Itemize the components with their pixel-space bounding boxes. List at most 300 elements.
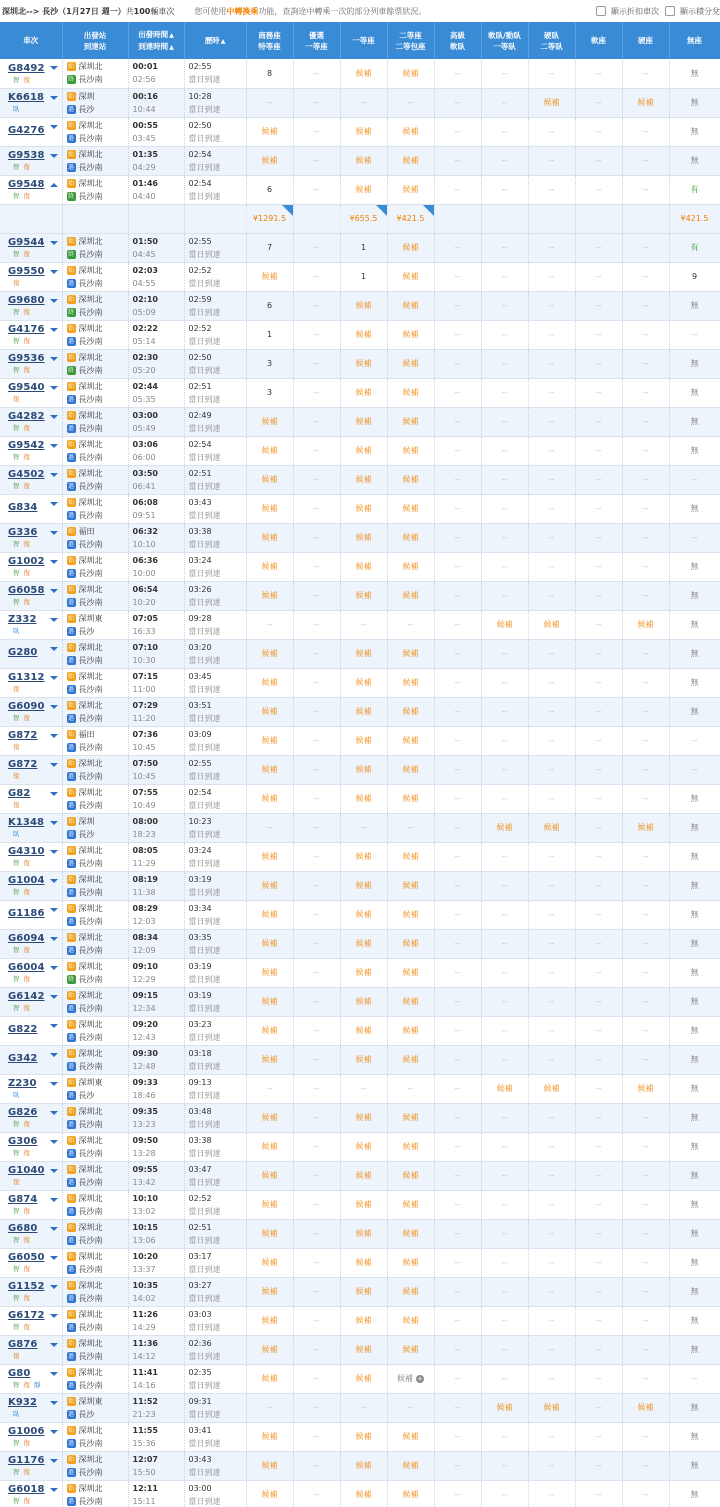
waitlist-link[interactable]: 候補: [261, 736, 278, 745]
waitlist-link[interactable]: 候補: [261, 910, 278, 919]
waitlist-link[interactable]: 候補: [261, 127, 278, 136]
waitlist-link[interactable]: 候補: [261, 1432, 278, 1441]
chevron-down-icon[interactable]: [50, 966, 58, 970]
waitlist-link[interactable]: 候補: [402, 794, 419, 803]
waitlist-link[interactable]: 候補: [261, 1055, 278, 1064]
table-row[interactable]: [0, 1422, 720, 1451]
chevron-down-icon[interactable]: [50, 560, 58, 564]
train-number-link[interactable]: G834: [8, 502, 38, 513]
waitlist-link[interactable]: 候補: [261, 939, 278, 948]
seat-count[interactable]: 6: [266, 301, 273, 310]
waitlist-link[interactable]: 候補: [637, 620, 654, 629]
waitlist-link[interactable]: 候補: [355, 127, 372, 136]
waitlist-link[interactable]: 候補: [402, 881, 419, 890]
waitlist-link[interactable]: 候補: [261, 591, 278, 600]
waitlist-link[interactable]: 候補: [402, 1200, 419, 1209]
table-row[interactable]: [0, 552, 720, 581]
table-row[interactable]: [0, 1451, 720, 1480]
waitlist-link[interactable]: 候補: [355, 1229, 372, 1238]
waitlist-link[interactable]: 候補: [355, 1345, 372, 1354]
waitlist-link[interactable]: 候補: [402, 1142, 419, 1151]
waitlist-link[interactable]: 候補: [355, 881, 372, 890]
train-number-link[interactable]: G1006: [8, 1426, 45, 1437]
train-number-link[interactable]: G6172: [8, 1310, 45, 1321]
waitlist-link[interactable]: 候補: [402, 678, 419, 687]
train-number-link[interactable]: G826: [8, 1107, 38, 1118]
table-row[interactable]: [0, 784, 720, 813]
train-number-link[interactable]: G1176: [8, 1455, 45, 1466]
table-row[interactable]: [0, 1248, 720, 1277]
chevron-down-icon[interactable]: [50, 618, 58, 622]
chevron-down-icon[interactable]: [50, 241, 58, 245]
train-number-link[interactable]: K932: [8, 1397, 38, 1408]
chevron-down-icon[interactable]: [50, 1227, 58, 1231]
table-row[interactable]: [0, 523, 720, 552]
table-row[interactable]: [0, 407, 720, 436]
waitlist-link[interactable]: 候補: [355, 1316, 372, 1325]
waitlist-link[interactable]: 候補: [261, 1490, 278, 1499]
table-row[interactable]: [0, 842, 720, 871]
table-row[interactable]: [0, 697, 720, 726]
chevron-down-icon[interactable]: [50, 1140, 58, 1144]
train-number-link[interactable]: G822: [8, 1024, 38, 1035]
train-number-link[interactable]: G80: [8, 1368, 31, 1379]
waitlist-link[interactable]: 候補: [355, 852, 372, 861]
waitlist-link[interactable]: 候補: [496, 823, 513, 832]
waitlist-link[interactable]: 候補: [355, 1287, 372, 1296]
waitlist-link[interactable]: 候補: [402, 649, 419, 658]
waitlist-link[interactable]: 候補: [402, 1345, 419, 1354]
chevron-down-icon[interactable]: [50, 589, 58, 593]
table-row[interactable]: [0, 1306, 720, 1335]
train-number-link[interactable]: G9540: [8, 382, 45, 393]
table-row[interactable]: [0, 320, 720, 349]
waitlist-link[interactable]: 候補: [261, 1200, 278, 1209]
train-number-link[interactable]: G4282: [8, 411, 45, 422]
table-row[interactable]: [0, 88, 720, 117]
transfer-search-link[interactable]: 中轉換乘: [226, 6, 259, 16]
seat-count[interactable]: 3: [266, 388, 273, 397]
waitlist-link[interactable]: 候補: [261, 1287, 278, 1296]
waitlist-link[interactable]: 候補: [402, 446, 419, 455]
chevron-down-icon[interactable]: [50, 850, 58, 854]
chevron-down-icon[interactable]: [50, 1343, 58, 1347]
waitlist-link[interactable]: 候補: [402, 127, 419, 136]
chevron-down-icon[interactable]: [50, 676, 58, 680]
table-row[interactable]: [0, 639, 720, 668]
chevron-down-icon[interactable]: [50, 792, 58, 796]
waitlist-link[interactable]: 候補: [402, 417, 419, 426]
waitlist-link[interactable]: 候補: [355, 1258, 372, 1267]
chevron-down-icon[interactable]: [50, 821, 58, 825]
train-number-link[interactable]: G6094: [8, 933, 45, 944]
waitlist-link[interactable]: 候補: [637, 1403, 654, 1412]
waitlist-link[interactable]: 候補: [402, 1055, 419, 1064]
table-row[interactable]: [0, 1190, 720, 1219]
train-number-link[interactable]: G1004: [8, 875, 45, 886]
waitlist-link[interactable]: 候補: [355, 678, 372, 687]
waitlist-link[interactable]: 候補: [261, 678, 278, 687]
train-number-link[interactable]: Z332: [8, 614, 37, 625]
show-points-checkbox[interactable]: 顯示積分兌: [665, 6, 720, 17]
chevron-down-icon[interactable]: [50, 1401, 58, 1405]
chevron-down-icon[interactable]: [50, 1488, 58, 1492]
train-number-link[interactable]: G6090: [8, 701, 45, 712]
train-number-link[interactable]: G876: [8, 1339, 38, 1350]
col-duration-sort[interactable]: 歷時▲: [184, 22, 246, 59]
waitlist-link[interactable]: 候補: [261, 1142, 278, 1151]
chevron-down-icon[interactable]: [50, 908, 58, 912]
waitlist-link[interactable]: 候補: [402, 1026, 419, 1035]
waitlist-link[interactable]: 候補 +: [397, 1374, 423, 1383]
train-number-link[interactable]: G6018: [8, 1484, 45, 1495]
train-number-link[interactable]: Z230: [8, 1078, 37, 1089]
train-number-link[interactable]: G9680: [8, 295, 45, 306]
table-row[interactable]: [0, 668, 720, 697]
train-number-link[interactable]: G872: [8, 759, 38, 770]
table-row[interactable]: [0, 1219, 720, 1248]
checkbox-box[interactable]: [596, 6, 606, 16]
chevron-down-icon[interactable]: [50, 1285, 58, 1289]
table-row[interactable]: [0, 59, 720, 88]
seat-count[interactable]: 7: [266, 243, 273, 252]
chevron-down-icon[interactable]: [50, 1372, 58, 1376]
table-row[interactable]: [0, 755, 720, 784]
train-number-link[interactable]: K6618: [8, 92, 45, 103]
seat-count[interactable]: 3: [266, 359, 273, 368]
train-number-link[interactable]: G680: [8, 1223, 38, 1234]
table-row[interactable]: [0, 117, 720, 146]
waitlist-link[interactable]: 候補: [402, 330, 419, 339]
waitlist-link[interactable]: 候補: [355, 562, 372, 571]
waitlist-link[interactable]: 候補: [355, 765, 372, 774]
table-row[interactable]: [0, 900, 720, 929]
chevron-down-icon[interactable]: [50, 444, 58, 448]
waitlist-link[interactable]: 候補: [261, 1026, 278, 1035]
add-icon[interactable]: +: [417, 1375, 423, 1383]
table-row[interactable]: [0, 436, 720, 465]
waitlist-link[interactable]: 候補: [261, 968, 278, 977]
seat-count[interactable]: 1: [360, 243, 367, 252]
chevron-down-icon[interactable]: [50, 937, 58, 941]
chevron-down-icon[interactable]: [50, 705, 58, 709]
train-number-link[interactable]: G280: [8, 647, 38, 658]
chevron-down-icon[interactable]: [50, 502, 58, 506]
table-row[interactable]: [0, 465, 720, 494]
waitlist-link[interactable]: 候補: [261, 156, 278, 165]
waitlist-link[interactable]: 候補: [355, 910, 372, 919]
chevron-down-icon[interactable]: [50, 415, 58, 419]
waitlist-link[interactable]: 候補: [355, 649, 372, 658]
waitlist-link[interactable]: 候補: [355, 533, 372, 542]
chevron-down-icon[interactable]: [50, 1111, 58, 1115]
table-row[interactable]: [0, 494, 720, 523]
table-row[interactable]: [0, 726, 720, 755]
waitlist-link[interactable]: 候補: [402, 997, 419, 1006]
waitlist-link[interactable]: 候補: [355, 1026, 372, 1035]
waitlist-link[interactable]: 候補: [261, 997, 278, 1006]
waitlist-link[interactable]: 候補: [402, 533, 419, 542]
table-row[interactable]: [0, 291, 720, 320]
waitlist-link[interactable]: 候補: [402, 968, 419, 977]
waitlist-link[interactable]: 候補: [261, 765, 278, 774]
waitlist-link[interactable]: 候補: [355, 707, 372, 716]
train-number-link[interactable]: G9550: [8, 266, 45, 277]
train-number-link[interactable]: G9538: [8, 150, 45, 161]
chevron-down-icon[interactable]: [50, 1459, 58, 1463]
train-number-link[interactable]: G9536: [8, 353, 45, 364]
waitlist-link[interactable]: 候補: [261, 1374, 278, 1383]
waitlist-link[interactable]: 候補: [402, 910, 419, 919]
train-number-link[interactable]: K1348: [8, 817, 45, 828]
waitlist-link[interactable]: 候補: [355, 1432, 372, 1441]
table-row[interactable]: [0, 146, 720, 175]
waitlist-link[interactable]: 候補: [355, 1374, 372, 1383]
table-row[interactable]: [0, 1132, 720, 1161]
waitlist-link[interactable]: 候補: [355, 301, 372, 310]
waitlist-link[interactable]: 候補: [402, 185, 419, 194]
train-number-link[interactable]: G6058: [8, 585, 45, 596]
waitlist-link[interactable]: 候補: [261, 1316, 278, 1325]
waitlist-link[interactable]: 候補: [261, 475, 278, 484]
waitlist-link[interactable]: 候補: [543, 1403, 560, 1412]
chevron-down-icon[interactable]: [50, 1256, 58, 1260]
train-number-link[interactable]: G8492: [8, 62, 45, 74]
waitlist-link[interactable]: 候補: [355, 1200, 372, 1209]
chevron-down-icon[interactable]: [50, 125, 58, 129]
waitlist-link[interactable]: 候補: [355, 997, 372, 1006]
train-number-link[interactable]: G1186: [8, 908, 45, 919]
waitlist-link[interactable]: 候補: [402, 1432, 419, 1441]
table-row[interactable]: [0, 813, 720, 842]
waitlist-link[interactable]: 候補: [355, 330, 372, 339]
table-row[interactable]: [0, 581, 720, 610]
waitlist-link[interactable]: 候補: [402, 301, 419, 310]
chevron-down-icon[interactable]: [50, 1024, 58, 1028]
chevron-down-icon[interactable]: [50, 357, 58, 361]
waitlist-link[interactable]: 候補: [402, 243, 419, 252]
train-number-link[interactable]: G874: [8, 1194, 38, 1205]
waitlist-link[interactable]: 候補: [261, 533, 278, 542]
table-row[interactable]: [0, 987, 720, 1016]
waitlist-link[interactable]: 候補: [402, 1461, 419, 1470]
waitlist-link[interactable]: 候補: [402, 591, 419, 600]
chevron-down-icon[interactable]: [50, 1198, 58, 1202]
waitlist-link[interactable]: 候補: [355, 968, 372, 977]
waitlist-link[interactable]: 候補: [355, 475, 372, 484]
waitlist-link[interactable]: 候補: [402, 156, 419, 165]
train-number-link[interactable]: G9542: [8, 440, 45, 451]
table-row[interactable]: [0, 1161, 720, 1190]
table-row[interactable]: [0, 1393, 720, 1422]
seat-count[interactable]: 8: [266, 68, 273, 78]
chevron-down-icon[interactable]: [50, 473, 58, 477]
chevron-down-icon[interactable]: [50, 1314, 58, 1318]
train-number-link[interactable]: G1002: [8, 556, 45, 567]
waitlist-link[interactable]: 候補: [261, 504, 278, 513]
waitlist-link[interactable]: 候補: [261, 852, 278, 861]
chevron-down-icon[interactable]: [50, 995, 58, 999]
table-row[interactable]: [0, 610, 720, 639]
table-row[interactable]: [0, 1016, 720, 1045]
chevron-down-icon[interactable]: [50, 299, 58, 303]
table-row[interactable]: [0, 1335, 720, 1364]
chevron-down-icon[interactable]: [50, 386, 58, 390]
waitlist-link[interactable]: 候補: [355, 1055, 372, 1064]
train-number-link[interactable]: G1152: [8, 1281, 45, 1292]
train-number-link[interactable]: G6142: [8, 991, 45, 1002]
table-row[interactable]: [0, 1277, 720, 1306]
waitlist-link[interactable]: 候補: [261, 1345, 278, 1354]
waitlist-link[interactable]: 候補: [355, 736, 372, 745]
waitlist-link[interactable]: 候補: [261, 446, 278, 455]
waitlist-link[interactable]: 候補: [543, 620, 560, 629]
waitlist-link[interactable]: 候補: [402, 1171, 419, 1180]
waitlist-link[interactable]: 候補: [261, 1229, 278, 1238]
chevron-down-icon[interactable]: [50, 1082, 58, 1086]
table-row[interactable]: [0, 1103, 720, 1132]
waitlist-link[interactable]: 候補: [261, 1258, 278, 1267]
chevron-down-icon[interactable]: [50, 734, 58, 738]
train-number-link[interactable]: G4502: [8, 469, 45, 480]
seat-count[interactable]: 1: [266, 330, 273, 339]
waitlist-link[interactable]: 候補: [355, 1461, 372, 1470]
seat-count[interactable]: 1: [360, 272, 367, 281]
train-number-link[interactable]: G9548: [8, 179, 45, 190]
waitlist-link[interactable]: 候補: [637, 823, 654, 832]
waitlist-link[interactable]: 候補: [402, 388, 419, 397]
waitlist-link[interactable]: 候補: [402, 1287, 419, 1296]
table-row[interactable]: [0, 175, 720, 204]
waitlist-link[interactable]: 候補: [402, 68, 419, 78]
train-number-link[interactable]: G1312: [8, 672, 45, 683]
waitlist-link[interactable]: 候補: [355, 68, 372, 78]
chevron-down-icon[interactable]: [50, 270, 58, 274]
train-number-link[interactable]: G336: [8, 527, 38, 538]
waitlist-link[interactable]: 候補: [261, 649, 278, 658]
chevron-down-icon[interactable]: [50, 763, 58, 767]
waitlist-link[interactable]: 候補: [355, 359, 372, 368]
waitlist-link[interactable]: 候補: [261, 881, 278, 890]
seat-count[interactable]: 9: [691, 272, 698, 281]
waitlist-link[interactable]: 候補: [355, 1113, 372, 1122]
waitlist-link[interactable]: 候補: [496, 620, 513, 629]
waitlist-link[interactable]: 候補: [261, 562, 278, 571]
waitlist-link[interactable]: 候補: [355, 591, 372, 600]
train-number-link[interactable]: G872: [8, 730, 38, 741]
available[interactable]: 有: [690, 185, 699, 194]
train-number-link[interactable]: G6004: [8, 962, 45, 973]
waitlist-link[interactable]: 候補: [355, 1142, 372, 1151]
waitlist-link[interactable]: 候補: [355, 446, 372, 455]
waitlist-link[interactable]: 候補: [496, 1403, 513, 1412]
waitlist-link[interactable]: 候補: [261, 1113, 278, 1122]
chevron-down-icon[interactable]: [50, 1053, 58, 1057]
chevron-down-icon[interactable]: [50, 154, 58, 158]
chevron-down-icon[interactable]: [50, 531, 58, 535]
waitlist-link[interactable]: 候補: [402, 475, 419, 484]
table-row[interactable]: [0, 262, 720, 291]
waitlist-link[interactable]: 候補: [543, 98, 560, 107]
waitlist-link[interactable]: 候補: [402, 562, 419, 571]
waitlist-link[interactable]: 候補: [402, 359, 419, 368]
waitlist-link[interactable]: 候補: [355, 417, 372, 426]
chevron-down-icon[interactable]: [50, 66, 58, 70]
train-number-link[interactable]: G306: [8, 1136, 38, 1147]
waitlist-link[interactable]: 候補: [261, 1461, 278, 1470]
waitlist-link[interactable]: 候補: [261, 707, 278, 716]
checkbox-box[interactable]: [665, 6, 675, 16]
chevron-down-icon[interactable]: [50, 328, 58, 332]
table-row[interactable]: [0, 349, 720, 378]
table-row[interactable]: [0, 1364, 720, 1393]
table-row[interactable]: [0, 1045, 720, 1074]
waitlist-link[interactable]: 候補: [402, 1113, 419, 1122]
table-row[interactable]: [0, 1480, 720, 1507]
waitlist-link[interactable]: 候補: [543, 823, 560, 832]
waitlist-link[interactable]: 候補: [402, 272, 419, 281]
table-row[interactable]: [0, 233, 720, 262]
waitlist-link[interactable]: 候補: [355, 939, 372, 948]
waitlist-link[interactable]: 候補: [261, 272, 278, 281]
waitlist-link[interactable]: 候補: [355, 1171, 372, 1180]
waitlist-link[interactable]: 候補: [402, 1316, 419, 1325]
waitlist-link[interactable]: 候補: [355, 794, 372, 803]
waitlist-link[interactable]: 候補: [637, 98, 654, 107]
waitlist-link[interactable]: 候補: [261, 1171, 278, 1180]
chevron-down-icon[interactable]: [50, 879, 58, 883]
col-time-sort[interactable]: 出發時間▲ 到達時間▲: [128, 22, 184, 59]
waitlist-link[interactable]: 候補: [402, 504, 419, 513]
table-row[interactable]: [0, 958, 720, 987]
available[interactable]: 有: [690, 243, 699, 252]
waitlist-link[interactable]: 候補: [402, 1229, 419, 1238]
waitlist-link[interactable]: 候補: [637, 1084, 654, 1093]
train-number-link[interactable]: G6050: [8, 1252, 45, 1263]
train-number-link[interactable]: G4310: [8, 846, 45, 857]
waitlist-link[interactable]: 候補: [402, 1490, 419, 1499]
table-row[interactable]: [0, 378, 720, 407]
chevron-down-icon[interactable]: [50, 647, 58, 651]
waitlist-link[interactable]: 候補: [261, 794, 278, 803]
train-number-link[interactable]: G4276: [8, 125, 45, 136]
waitlist-link[interactable]: 候補: [402, 852, 419, 861]
show-discount-checkbox[interactable]: 顯示折扣車次: [596, 6, 659, 17]
table-row[interactable]: [0, 1074, 720, 1103]
waitlist-link[interactable]: 候補: [355, 1490, 372, 1499]
waitlist-link[interactable]: 候補: [355, 388, 372, 397]
train-number-link[interactable]: G9544: [8, 237, 45, 248]
waitlist-link[interactable]: 候補: [402, 707, 419, 716]
chevron-down-icon[interactable]: [50, 1430, 58, 1434]
waitlist-link[interactable]: 候補: [355, 156, 372, 165]
train-number-link[interactable]: G4176: [8, 324, 45, 335]
waitlist-link[interactable]: 候補: [402, 1258, 419, 1267]
waitlist-link[interactable]: 候補: [543, 1084, 560, 1093]
train-number-link[interactable]: G82: [8, 788, 31, 799]
train-number-link[interactable]: G342: [8, 1053, 38, 1064]
table-row[interactable]: [0, 871, 720, 900]
seat-count[interactable]: 6: [266, 185, 273, 194]
chevron-down-icon[interactable]: [50, 1169, 58, 1173]
train-number-link[interactable]: G1040: [8, 1165, 45, 1176]
waitlist-link[interactable]: 候補: [402, 765, 419, 774]
waitlist-link[interactable]: 候補: [496, 1084, 513, 1093]
chevron-up-icon[interactable]: [50, 183, 58, 187]
waitlist-link[interactable]: 候補: [355, 504, 372, 513]
waitlist-link[interactable]: 候補: [402, 939, 419, 948]
table-row[interactable]: [0, 929, 720, 958]
